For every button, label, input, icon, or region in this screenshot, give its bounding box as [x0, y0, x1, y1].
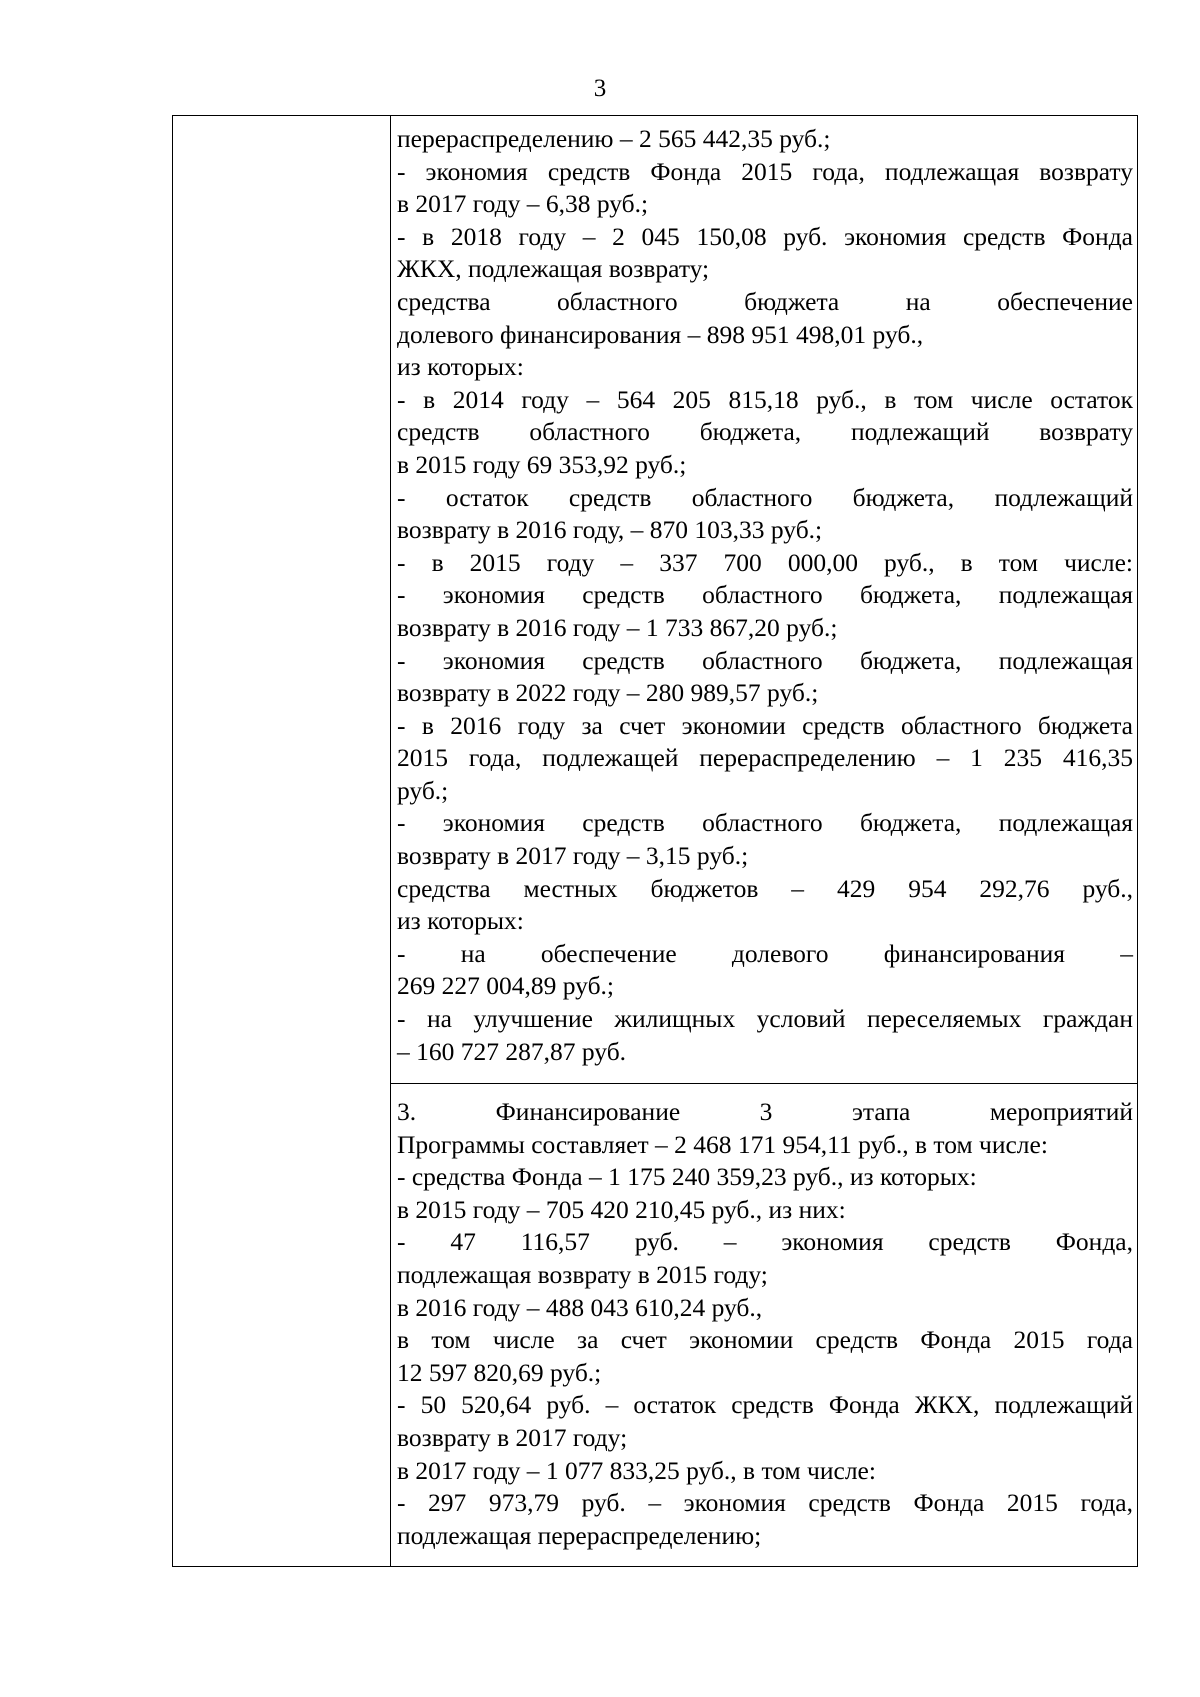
table-cell-row-2: [397, 1096, 1133, 1552]
text-line: перераспределению – 2 565 442,35 руб.;: [397, 124, 831, 153]
text-line: в 2017 году – 1 077 833,25 руб., в том числе:: [397, 1455, 876, 1485]
text-line: подлежащая перераспределению;: [397, 1520, 762, 1550]
text-line: из которых:: [397, 352, 524, 382]
text-line: - экономия средств областного бюджета, подлежащая: [397, 808, 1133, 838]
text-line: в том числе за счет экономии средств Фонда 2015 года: [397, 1325, 1133, 1355]
text-line: в 2015 году – 705 420 210,45 руб., из них:: [397, 1194, 846, 1224]
text-line: 269 227 004,89 руб.;: [397, 971, 615, 1001]
text-line: - 47 116,57 руб. – экономия средств Фонда,: [397, 1227, 1133, 1257]
text-line: ЖКХ, подлежащая возврату;: [397, 254, 710, 284]
text-line: возврату в 2016 году – 1 733 867,20 руб.;: [397, 612, 838, 642]
text-line: - экономия средств областного бюджета, подлежащая: [397, 580, 1133, 610]
text-line: в 2017 году – 6,38 руб.;: [397, 189, 649, 219]
text-line: - в 2016 году за счет экономии средств областного бюджета: [397, 710, 1133, 740]
text-line: средства областного бюджета на обеспечение: [397, 286, 1133, 316]
row-divider: [390, 1083, 1137, 1084]
text-line: 3. Финансирование 3 этапа мероприятий: [397, 1097, 1133, 1126]
text-line: - 297 973,79 руб. – экономия средств Фонда 2015 года,: [397, 1488, 1133, 1518]
text-line: возврату в 2016 году, – 870 103,33 руб.;: [397, 515, 823, 545]
text-line: в 2015 году 69 353,92 руб.;: [397, 449, 687, 479]
text-line: руб.;: [397, 775, 449, 805]
text-line: - на улучшение жилищных условий переселяемых граждан: [397, 1004, 1133, 1034]
text-line: средства местных бюджетов – 429 954 292,76 руб.,: [397, 873, 1133, 903]
text-line: - экономия средств областного бюджета, подлежащая: [397, 645, 1133, 675]
text-line: 12 597 820,69 руб.;: [397, 1357, 602, 1387]
text-line: - в 2014 году – 564 205 815,18 руб., в том числе остаток: [397, 384, 1133, 414]
text-line: - в 2015 году – 337 700 000,00 руб., в том числе:: [397, 547, 1133, 577]
text-line: возврату в 2022 году – 280 989,57 руб.;: [397, 678, 819, 708]
text-line: возврату в 2017 году – 3,15 руб.;: [397, 841, 749, 871]
text-line: средств областного бюджета, подлежащий возврату: [397, 417, 1133, 447]
text-line: в 2016 году – 488 043 610,24 руб.,: [397, 1292, 763, 1322]
text-line: долевого финансирования – 898 951 498,01 руб.,: [397, 319, 924, 349]
text-line: подлежащая возврату в 2015 году;: [397, 1259, 768, 1289]
column-divider: [390, 116, 391, 1566]
text-line: – 160 727 287,87 руб.: [397, 1036, 627, 1066]
text-line: - средства Фонда – 1 175 240 359,23 руб., из которых:: [397, 1162, 977, 1192]
text-line: - 50 520,64 руб. – остаток средств Фонда ЖКХ, подлежащий: [397, 1390, 1133, 1420]
document-table: [172, 115, 1138, 1567]
text-line: 2015 года, подлежащей перераспределению – 1 235 416,35: [397, 743, 1133, 773]
text-line: из которых:: [397, 906, 524, 936]
text-line: - в 2018 году – 2 045 150,08 руб. экономия средств Фонда: [397, 221, 1133, 251]
page-number: 3: [593, 75, 607, 102]
text-line: - на обеспечение долевого финансирования –: [397, 938, 1133, 968]
table-cell-row-1: [397, 123, 1133, 1068]
text-line: Программы составляет – 2 468 171 954,11 руб., в том числе:: [397, 1129, 1048, 1159]
text-line: - экономия средств Фонда 2015 года, подлежащая возврату: [397, 156, 1133, 186]
text-line: возврату в 2017 году;: [397, 1422, 628, 1452]
text-line: - остаток средств областного бюджета, подлежащий: [397, 482, 1133, 512]
